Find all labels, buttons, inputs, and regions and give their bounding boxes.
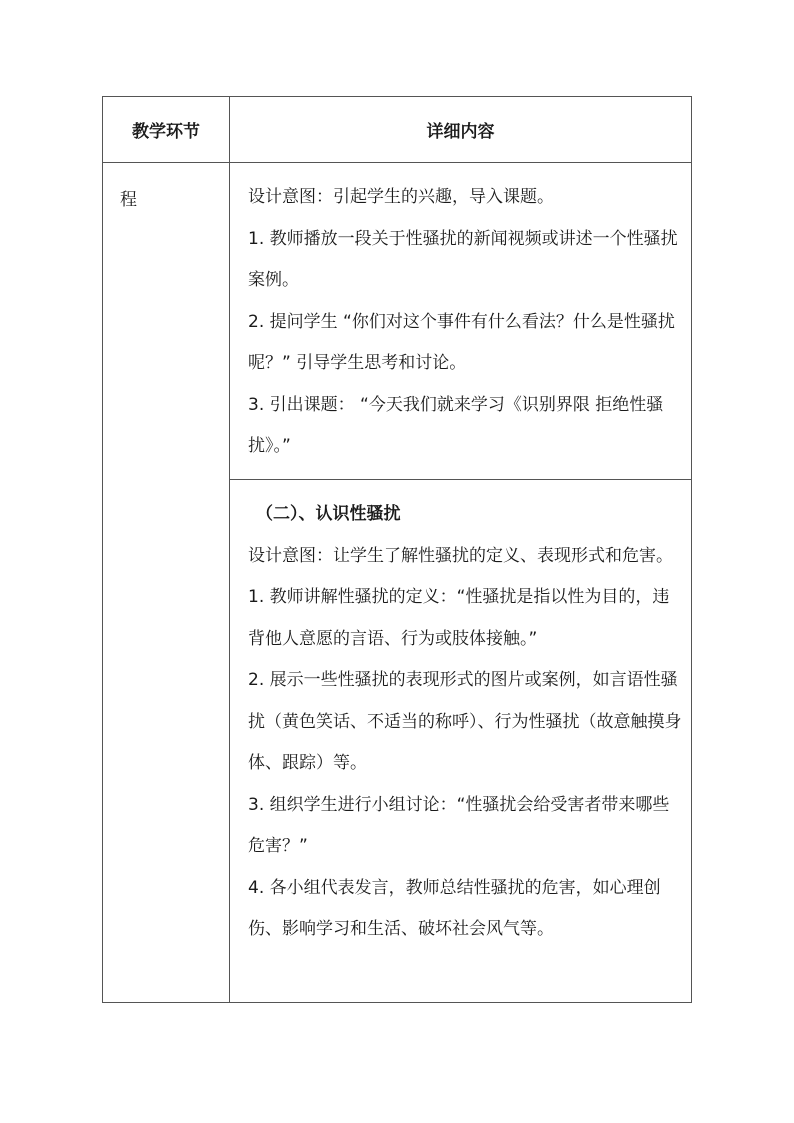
step-text: 3. 组织学生进行小组讨论：“性骚扰会给受害者带来哪些危害？” — [248, 794, 670, 856]
stage-label: 程 — [120, 190, 137, 210]
step-text: 2. 提问学生 “你们对这个事件有什么看法？什么是性骚扰呢？” 引导学生思考和讨论。 — [248, 311, 675, 373]
step-text: 4. 各小组代表发言，教师总结性骚扰的危害，如心理创伤、影响学习和生活、破坏社会风气等。 — [248, 877, 661, 939]
content-row-divider — [229, 479, 691, 480]
section-heading: （二）、认识性骚扰 — [256, 504, 401, 524]
header-detailed-content: 详细内容 — [426, 122, 495, 142]
recognize-content-block — [248, 494, 682, 951]
header-teaching-stage: 教学环节 — [132, 122, 200, 142]
step-text: 1. 教师播放一段关于性骚扰的新闻视频或讲述一个性骚扰案例。 — [248, 228, 678, 290]
design-intent-text: 设计意图：让学生了解性骚扰的定义、表现形式和危害。 — [248, 545, 673, 566]
lesson-plan-table — [102, 96, 692, 1003]
step-text: 1. 教师讲解性骚扰的定义：“性骚扰是指以性为目的，违背他人意愿的言语、行为或肢体接触。” — [248, 587, 670, 649]
intro-content-block — [248, 177, 682, 468]
column-divider — [229, 97, 230, 1002]
step-text: 2. 展示一些性骚扰的表现形式的图片或案例，如言语性骚扰（黄色笑话、不适当的称呼）、行为性骚扰（故意触摸身体、跟踪）等。 — [248, 670, 682, 773]
design-intent-text: 设计意图：引起学生的兴趣，导入课题。 — [248, 187, 554, 207]
step-text: 3. 引出课题： “今天我们就来学习《识别界限 拒绝性骚扰》。” — [248, 394, 664, 456]
header-row-divider — [103, 162, 691, 163]
